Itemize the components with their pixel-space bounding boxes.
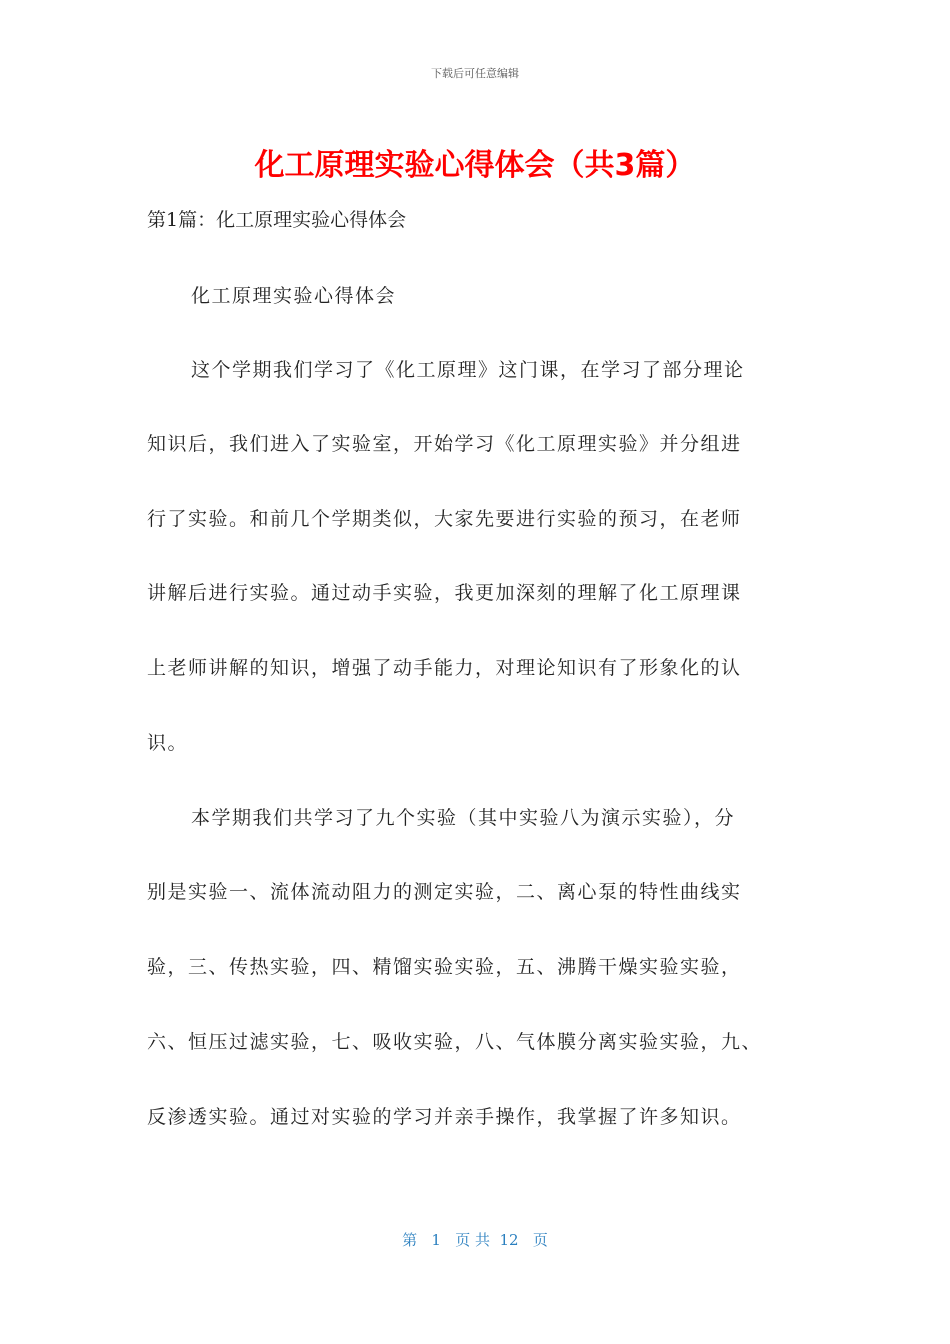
section-heading: 第1篇：化工原理实验心得体会 [147, 209, 407, 231]
body-line: 讲解后进行实验。通过动手实验，我更加深刻的理解了化工原理课 [147, 582, 742, 604]
body-line: 这个学期我们学习了《化工原理》这门课，在学习了部分理论 [191, 359, 745, 381]
body-line: 知识后，我们进入了实验室，开始学习《化工原理实验》并分组进 [147, 433, 742, 455]
body-line: 行了实验。和前几个学期类似，大家先要进行实验的预习，在老师 [147, 508, 742, 530]
document-title: 化工原理实验心得体会（共3篇） [254, 148, 696, 183]
body-line: 反渗透实验。通过对实验的学习并亲手操作，我掌握了许多知识。 [147, 1106, 742, 1128]
body-line: 本学期我们共学习了九个实验（其中实验八为演示实验），分 [191, 807, 736, 829]
body-line: 别是实验一、流体流动阻力的测定实验，二、离心泵的特性曲线实 [147, 881, 742, 903]
header-note: 下载后可任意编辑 [431, 67, 519, 80]
body-line: 六、恒压过滤实验，七、吸收实验，八、气体膜分离实验实验，九、 [147, 1031, 763, 1053]
page-footer: 第 1 页 共 12 页 [402, 1231, 548, 1249]
body-line: 识。 [147, 732, 189, 754]
body-line: 化工原理实验心得体会 [191, 285, 397, 307]
body-line: 上老师讲解的知识，增强了动手能力，对理论知识有了形象化的认 [147, 657, 742, 679]
body-line: 验，三、传热实验，四、精馏实验实验，五、沸腾干燥实验实验， [147, 956, 742, 978]
